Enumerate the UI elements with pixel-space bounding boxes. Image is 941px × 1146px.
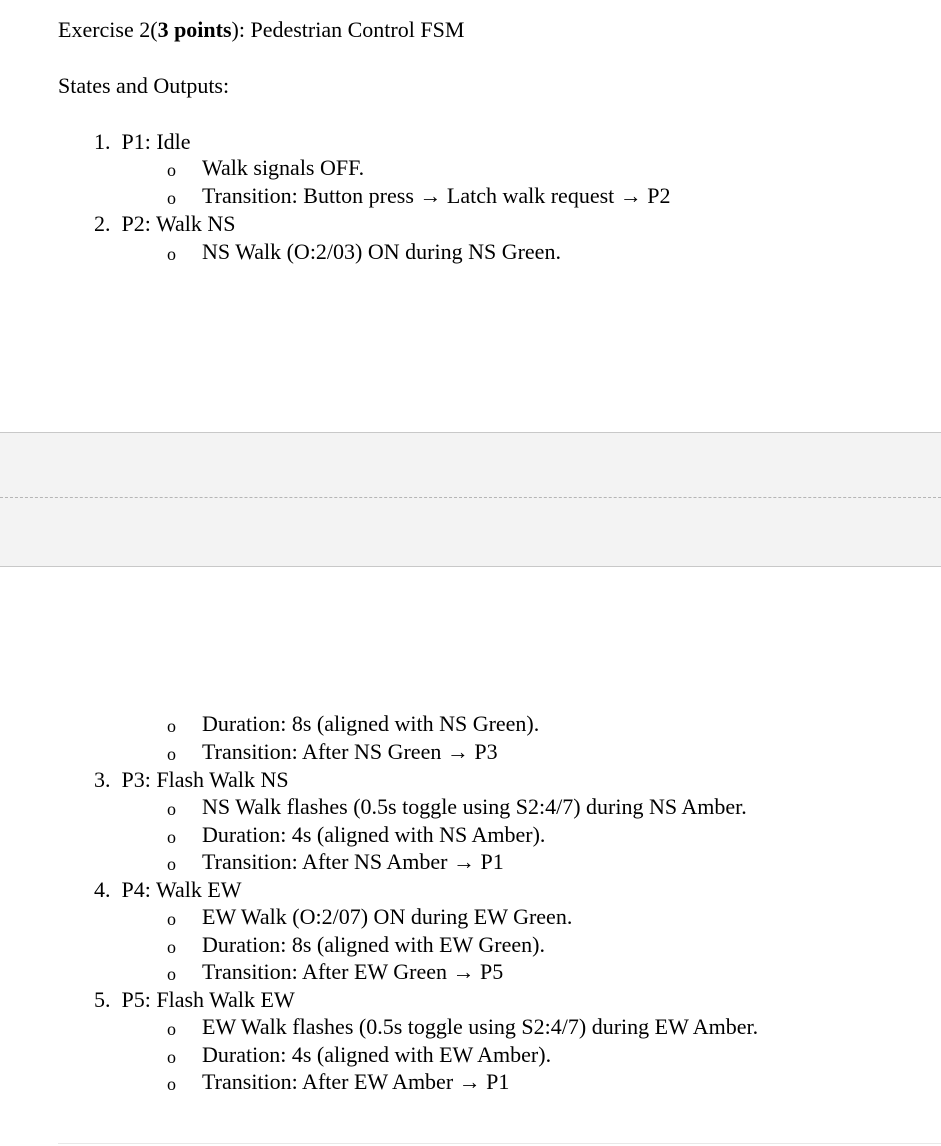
list-number: 2. <box>94 211 111 236</box>
list-item: NS Walk flashes (0.5s toggle using S2:4/7) during NS Amber. <box>202 794 747 819</box>
list-item: NS Walk (O:2/03) ON during NS Green. <box>202 239 561 264</box>
page-bottom-rule <box>58 1143 941 1144</box>
state-label: P4: Walk EW <box>121 877 242 902</box>
state-item-p5 <box>94 987 295 1013</box>
bullet-marker: o <box>167 160 176 180</box>
list-item: Transition: After NS Green → P3 <box>202 739 498 764</box>
bullet-marker: o <box>167 1019 176 1039</box>
exercise-title <box>58 17 464 43</box>
bullet-marker: o <box>167 1074 176 1094</box>
bullet-marker: o <box>167 744 176 764</box>
list-item: EW Walk flashes (0.5s toggle using S2:4/7) during EW Amber. <box>202 1014 759 1039</box>
bullet-marker: o <box>167 799 176 819</box>
bullet-marker: o <box>167 964 176 984</box>
list-number: 1. <box>94 129 111 154</box>
list-item: Transition: After EW Amber → P1 <box>202 1069 510 1094</box>
state-label: P5: Flash Walk EW <box>121 987 295 1012</box>
state-label: P3: Flash Walk NS <box>121 767 289 792</box>
bullet-marker: o <box>167 1047 176 1067</box>
list-item: Duration: 4s (aligned with EW Amber). <box>202 1042 552 1067</box>
list-item: EW Walk (O:2/07) ON during EW Green. <box>202 904 573 929</box>
list-item: Transition: After EW Green → P5 <box>202 959 504 984</box>
page-break-area <box>0 432 941 567</box>
bullet-marker: o <box>167 716 176 736</box>
list-item: Duration: 8s (aligned with EW Green). <box>202 932 545 957</box>
bullet-marker: o <box>167 909 176 929</box>
page-break-line <box>0 497 941 498</box>
title-suffix: ): Pedestrian Control FSM <box>231 17 465 42</box>
title-prefix: Exercise 2( <box>58 17 158 42</box>
bullet-marker: o <box>167 854 176 874</box>
list-number: 4. <box>94 877 111 902</box>
list-item: Walk signals OFF. <box>202 155 365 180</box>
document-page-1 <box>0 0 941 432</box>
document-page-2 <box>0 567 941 1146</box>
list-item: Duration: 4s (aligned with NS Amber). <box>202 822 546 847</box>
list-number: 3. <box>94 767 111 792</box>
section-heading: States and Outputs: <box>58 73 230 98</box>
state-item-p1 <box>94 129 191 155</box>
bullet-marker: o <box>167 827 176 847</box>
list-item: Transition: After NS Amber → P1 <box>202 849 504 874</box>
state-item-p3 <box>94 767 289 793</box>
list-number: 5. <box>94 987 111 1012</box>
bullet-marker: o <box>167 244 176 264</box>
title-points: 3 points <box>157 17 232 42</box>
bullet-marker: o <box>167 188 176 208</box>
bullet-marker: o <box>167 937 176 957</box>
state-label: P2: Walk NS <box>121 211 236 236</box>
state-label: P1: Idle <box>121 129 191 154</box>
state-item-p4 <box>94 877 242 903</box>
state-item-p2 <box>94 211 235 237</box>
list-item: Transition: Button press → Latch walk request → P2 <box>202 183 671 208</box>
list-item: Duration: 8s (aligned with NS Green). <box>202 711 540 736</box>
